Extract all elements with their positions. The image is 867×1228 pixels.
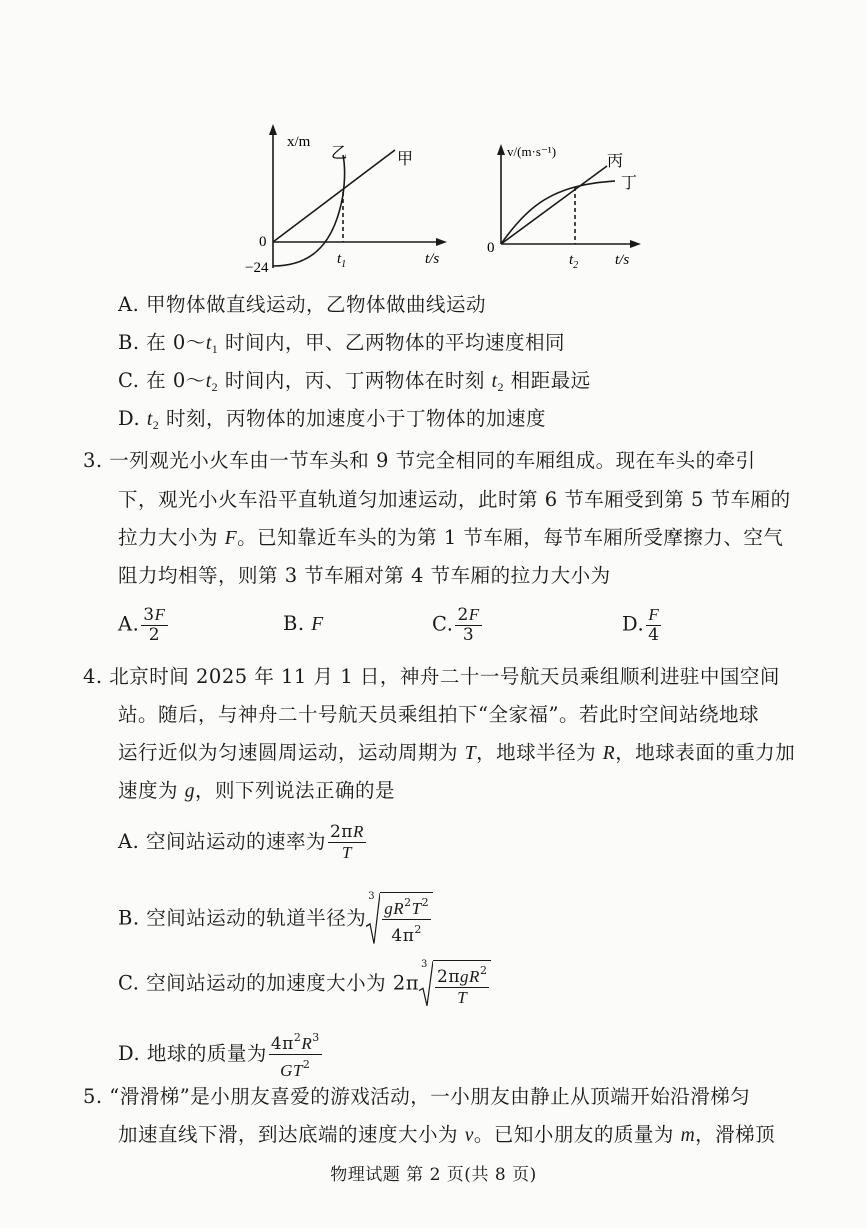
label-bing: 丙 bbox=[607, 153, 624, 170]
origin-label: 0 bbox=[487, 240, 495, 256]
q4-option-a: A. 空间站运动的速率为 $\frac{2\pi R}{T}$ bbox=[118, 822, 364, 862]
q2-option-b: B. 在 $0\sim t_1$ 时间内，甲、乙两物体的平均速度相同 bbox=[118, 331, 565, 356]
label-jia: 甲 bbox=[397, 151, 414, 168]
q2-option-a: A. 甲物体做直线运动，乙物体做曲线运动 bbox=[118, 293, 486, 316]
q2-option-c: C. 在 $0\sim t_2$ 时间内，丙、丁两物体在时刻 $t_2$ 相距最远 bbox=[118, 369, 591, 394]
label-yi: 乙 bbox=[331, 145, 348, 162]
y-axis-label: x/m bbox=[287, 134, 311, 150]
q4-stem-line1: 4. 北京时间 2025 年 11 月 1 日，神舟二十一号航天员乘组顺利进驻中国空间 bbox=[83, 665, 780, 688]
q4-option-b: B. 空间站运动的轨道半径为 3 $\frac{gR^2T^2}{4\pi^2}$ bbox=[118, 892, 433, 946]
line-bing bbox=[501, 166, 607, 244]
origin-label: 0 bbox=[259, 234, 267, 250]
q4-stem-line3: 运行近似为匀速圆周运动，运动周期为 T，地球半径为 R，地球表面的重力加 bbox=[118, 741, 796, 764]
q3-stem-line2: 下，观光小火车沿平直轨道匀加速运动，此时第 6 节车厢受到第 5 节车厢的 bbox=[118, 488, 791, 511]
y-axis-label: v/(m·s⁻¹) bbox=[507, 144, 557, 159]
x-axis-label: t/s bbox=[615, 252, 630, 268]
y-neg-label: −24 bbox=[245, 260, 269, 276]
x-axis-label: t/s bbox=[425, 251, 440, 267]
graph-v-t bbox=[485, 140, 645, 275]
q3-option-c: C. $\frac{2F}{3}$ bbox=[432, 605, 480, 645]
label-ding: 丁 bbox=[621, 175, 638, 192]
q4-stem-line2: 站。随后，与神舟二十号航天员乘组拍下“全家福”。若此时空间站绕地球 bbox=[118, 703, 759, 726]
x-axis-arrow bbox=[630, 240, 641, 248]
q4-option-c: C. 空间站运动的加速度大小为 2π 3 $\frac{2\pi gR^2}{T}$ bbox=[118, 960, 491, 1008]
q3-stem-line3: 拉力大小为 F。已知靠近车头的为第 1 节车厢，每节车厢所受摩擦力、空气 bbox=[118, 526, 784, 549]
q3-stem-line1: 3. 一列观光小火车由一节车头和 9 节完全相同的车厢组成。现在车头的牵引 bbox=[83, 449, 756, 472]
t2-label: $t_2$ bbox=[569, 252, 579, 271]
q5-stem-line2: 加速直线下滑，到达底端的速度大小为 v。已知小朋友的质量为 m，滑梯顶 bbox=[118, 1123, 776, 1146]
y-axis-arrow bbox=[497, 144, 505, 155]
q4-stem-line4: 速度为 g，则下列说法正确的是 bbox=[118, 779, 395, 802]
x-axis-arrow bbox=[436, 238, 447, 246]
q4-option-d: D. 地球的质量为 $\frac{4\pi^2R^3}{GT^2}$ bbox=[118, 1028, 324, 1081]
q2-option-d: D. $t_2$ 时刻，丙物体的加速度小于丁物体的加速度 bbox=[118, 407, 546, 432]
q3-option-d: D. $\frac{F}{4}$ bbox=[622, 605, 660, 645]
graph-x-t bbox=[245, 120, 450, 280]
y-axis-arrow bbox=[269, 124, 277, 135]
curve-ding bbox=[501, 181, 615, 244]
q3-stem-line4: 阻力均相等，则第 3 节车厢对第 4 节车厢的拉力大小为 bbox=[118, 564, 611, 587]
t1-label: $t_1$ bbox=[337, 251, 347, 270]
q3-option-a: A. $\frac{3F}{2}$ bbox=[118, 605, 166, 645]
q3-option-b: B. F bbox=[283, 612, 324, 635]
page-footer: 物理试题 第 2 页(共 8 页) bbox=[330, 1165, 537, 1185]
curve-yi bbox=[273, 155, 345, 266]
q5-stem-line1: 5. “滑滑梯”是小朋友喜爱的游戏活动，一小朋友由静止从顶端开始沿滑梯匀 bbox=[83, 1085, 751, 1108]
